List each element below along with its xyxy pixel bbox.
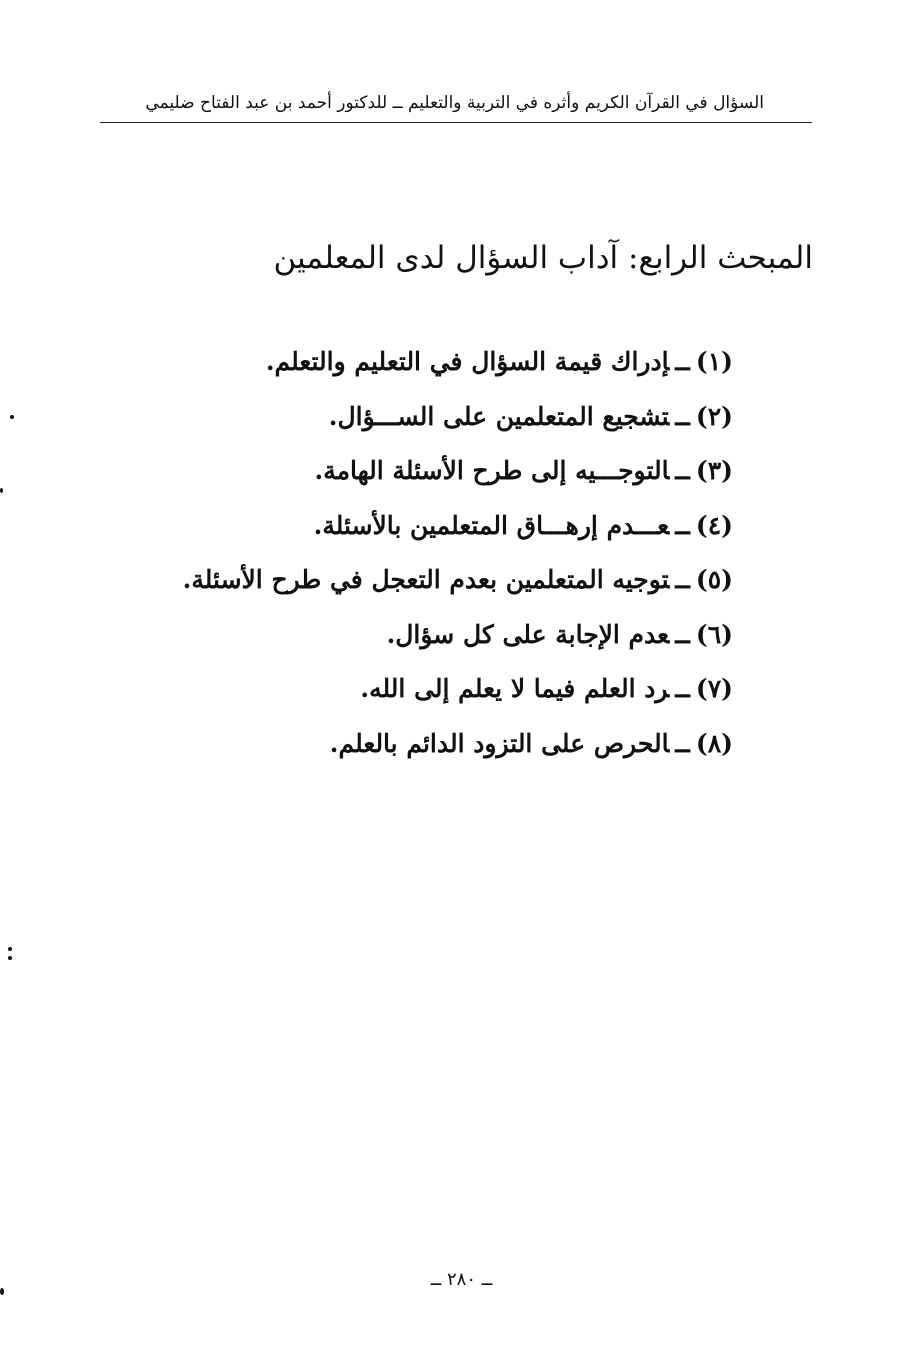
header-rule	[100, 122, 812, 123]
scan-speck	[8, 956, 12, 960]
item-number: (٥)	[695, 565, 733, 594]
item-dash: ــ	[675, 619, 690, 649]
list-item	[133, 390, 733, 445]
item-dash: ــ	[675, 674, 690, 703]
list-item	[133, 717, 733, 772]
item-dash: ــ	[675, 401, 690, 431]
item-text: رد العلم فيما لا يعلم إلى الله.	[360, 674, 670, 703]
list-item	[133, 662, 733, 717]
item-text: إدراك قيمة السؤال في التعليم والتعلم.	[265, 347, 670, 376]
scan-speck	[0, 488, 3, 493]
list-item	[133, 608, 733, 663]
item-dash: ــ	[675, 565, 690, 594]
item-text: الحرص على التزود الدائم بالعلم.	[329, 728, 670, 758]
list-item	[133, 444, 733, 499]
list-item	[133, 553, 733, 608]
item-text: عدم الإجابة على كل سؤال.	[386, 619, 670, 649]
item-number: (٤)	[695, 510, 733, 540]
page-number: ــ ٢٨٠ ــ	[430, 1269, 493, 1290]
scan-speck	[10, 415, 14, 419]
running-header	[100, 88, 812, 130]
item-text: التوجـــيه إلى طرح الأسئلة الهامة.	[314, 456, 670, 485]
item-number: (٧)	[695, 674, 733, 703]
item-number: (٨)	[695, 728, 733, 758]
scan-speck	[8, 947, 12, 951]
list-item	[133, 335, 733, 390]
item-text: تشجيع المتعلمين على الســـؤال.	[328, 401, 670, 431]
item-number: (٢)	[695, 401, 733, 431]
item-text: توجيه المتعلمين بعدم التعجل في طرح الأسئلة.	[182, 565, 670, 594]
item-number: (٣)	[695, 456, 733, 485]
item-dash: ــ	[675, 456, 690, 485]
scan-speck	[0, 1288, 4, 1295]
item-number: (١)	[695, 347, 733, 376]
section-title: المبحث الرابع: آداب السؤال لدى المعلمين	[273, 240, 813, 276]
item-dash: ــ	[675, 510, 690, 540]
list-item	[133, 499, 733, 554]
item-number: (٦)	[695, 619, 733, 649]
running-title: السؤال في القرآن الكريم وأثره في التربية والتعليم ــ للدكتور أحمد بن عبد الفتاح ضليمي	[145, 93, 764, 113]
manners-list	[133, 335, 733, 771]
item-text: عـــدم إرهـــاق المتعلمين بالأسئلة.	[313, 510, 670, 540]
item-dash: ــ	[675, 728, 690, 758]
item-dash: ــ	[675, 347, 690, 376]
